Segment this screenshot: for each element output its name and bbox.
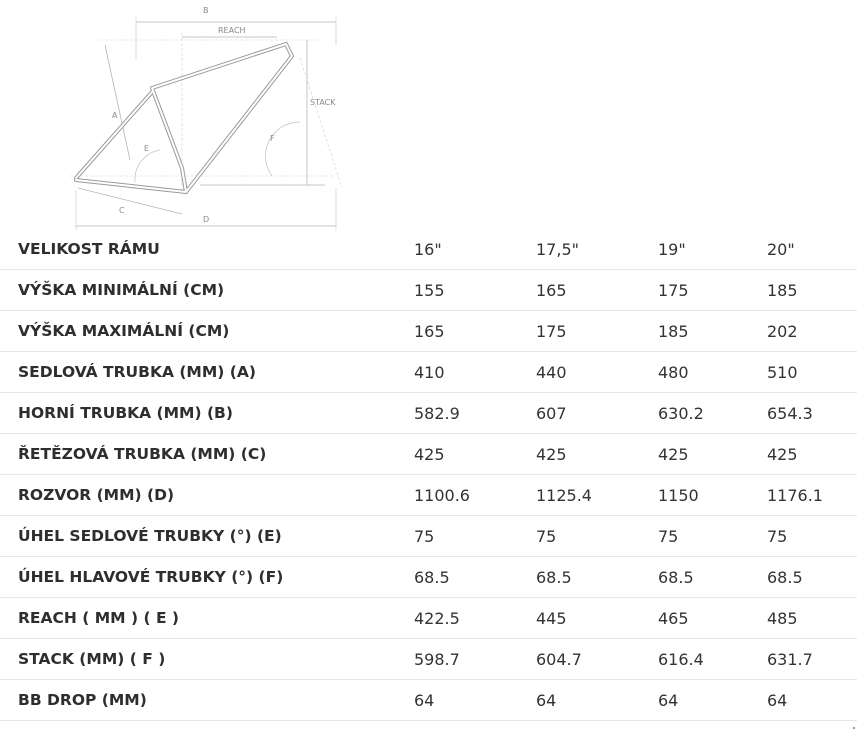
cell-size-3: 616.4 [658, 639, 767, 680]
cell-size-4: 202 [767, 311, 857, 352]
frame-geometry-diagram [60, 0, 360, 232]
head-tube-axis [300, 58, 342, 188]
cell-size-1: 425 [414, 434, 536, 475]
cell-size-4: 485 [767, 598, 857, 639]
label-f: F [270, 134, 275, 143]
row-label: BB DROP (MM) [0, 680, 414, 721]
cell-size-2: 425 [536, 434, 658, 475]
label-b: B [203, 6, 209, 15]
cell-size-3: 1150 [658, 475, 767, 516]
cell-size-1: 410 [414, 352, 536, 393]
cell-size-4: 510 [767, 352, 857, 393]
table-row [0, 311, 857, 352]
frame-geometry-svg [60, 0, 360, 232]
cell-size-4: 654.3 [767, 393, 857, 434]
row-label: STACK (MM) ( F ) [0, 639, 414, 680]
cell-size-2: 445 [536, 598, 658, 639]
table-row [0, 598, 857, 639]
label-a: A [112, 111, 118, 120]
row-label: VÝŠKA MINIMÁLNÍ (CM) [0, 270, 414, 311]
cell-size-1: 16" [414, 229, 536, 270]
cell-size-3: 425 [658, 434, 767, 475]
cell-size-3: 75 [658, 516, 767, 557]
cell-size-3: 175 [658, 270, 767, 311]
cell-size-4: 631.7 [767, 639, 857, 680]
cell-size-2: 440 [536, 352, 658, 393]
cell-size-3: 64 [658, 680, 767, 721]
row-label: VELIKOST RÁMU [0, 229, 414, 270]
dimension-c-line [78, 188, 182, 214]
cell-size-1: 75 [414, 516, 536, 557]
cell-size-1: 68.5 [414, 557, 536, 598]
corner-dot [853, 727, 855, 729]
table-row [0, 229, 857, 270]
table-row [0, 434, 857, 475]
cell-size-3: 19" [658, 229, 767, 270]
cell-size-1: 598.7 [414, 639, 536, 680]
cell-size-2: 175 [536, 311, 658, 352]
cell-size-1: 582.9 [414, 393, 536, 434]
cell-size-1: 1100.6 [414, 475, 536, 516]
cell-size-3: 68.5 [658, 557, 767, 598]
cell-size-2: 165 [536, 270, 658, 311]
row-label: ŘETĚZOVÁ TRUBKA (MM) (C) [0, 434, 414, 475]
cell-size-2: 75 [536, 516, 658, 557]
table-row [0, 516, 857, 557]
cell-size-4: 68.5 [767, 557, 857, 598]
table-row [0, 557, 857, 598]
table-row [0, 680, 857, 721]
row-label: SEDLOVÁ TRUBKA (MM) (A) [0, 352, 414, 393]
cell-size-1: 64 [414, 680, 536, 721]
angle-f-arc [265, 122, 300, 176]
table-row [0, 475, 857, 516]
cell-size-1: 422.5 [414, 598, 536, 639]
label-stack: STACK [310, 98, 336, 107]
label-reach: REACH [218, 26, 246, 35]
geometry-table [0, 229, 857, 721]
geometry-table-body [0, 229, 857, 721]
cell-size-1: 155 [414, 270, 536, 311]
table-row [0, 270, 857, 311]
cell-size-4: 75 [767, 516, 857, 557]
cell-size-4: 20" [767, 229, 857, 270]
table-row [0, 639, 857, 680]
cell-size-3: 630.2 [658, 393, 767, 434]
label-d: D [203, 215, 210, 224]
cell-size-2: 604.7 [536, 639, 658, 680]
row-label: HORNÍ TRUBKA (MM) (B) [0, 393, 414, 434]
cell-size-3: 185 [658, 311, 767, 352]
cell-size-4: 185 [767, 270, 857, 311]
row-label: REACH ( MM ) ( E ) [0, 598, 414, 639]
row-label: ÚHEL HLAVOVÉ TRUBKY (°) (F) [0, 557, 414, 598]
cell-size-3: 465 [658, 598, 767, 639]
cell-size-2: 17,5" [536, 229, 658, 270]
down-tube-head [186, 44, 292, 192]
cell-size-4: 1176.1 [767, 475, 857, 516]
row-label: ÚHEL SEDLOVÉ TRUBKY (°) (E) [0, 516, 414, 557]
label-c: C [119, 206, 125, 215]
cell-size-1: 165 [414, 311, 536, 352]
row-label: ROZVOR (MM) (D) [0, 475, 414, 516]
cell-size-4: 64 [767, 680, 857, 721]
label-e: E [144, 144, 150, 153]
cell-size-3: 480 [658, 352, 767, 393]
cell-size-2: 607 [536, 393, 658, 434]
frame-outline [76, 44, 292, 192]
cell-size-2: 1125.4 [536, 475, 658, 516]
table-row [0, 352, 857, 393]
row-label: VÝŠKA MAXIMÁLNÍ (CM) [0, 311, 414, 352]
angle-e-arc [135, 150, 160, 182]
cell-size-2: 64 [536, 680, 658, 721]
cell-size-4: 425 [767, 434, 857, 475]
table-row [0, 393, 857, 434]
cell-size-2: 68.5 [536, 557, 658, 598]
